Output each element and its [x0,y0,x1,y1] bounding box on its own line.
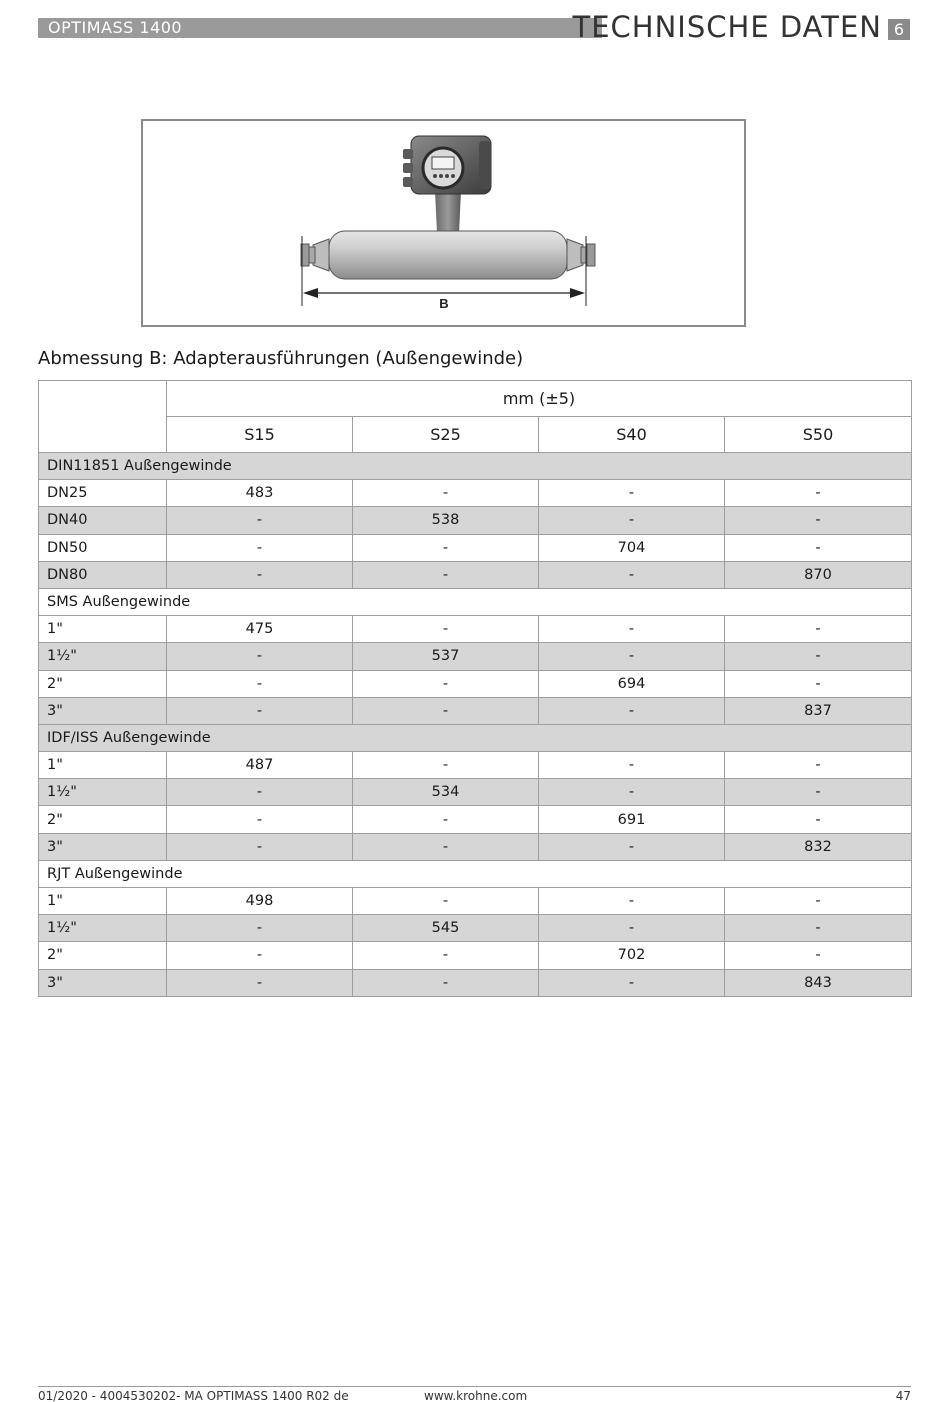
arrow-left-icon [303,288,318,298]
table-row [39,806,912,833]
dimension-value: - [539,697,725,724]
dimension-value: 843 [725,969,912,996]
dimension-value: - [353,806,539,833]
dimension-value: 702 [539,942,725,969]
footer-document-reference: 01/2020 - 4004530202- MA OPTIMASS 1400 R02 de [38,1389,349,1402]
header-section-title: TECHNISCHE DATEN [572,10,882,44]
right-adapter [587,244,595,266]
dimension-value: 691 [539,806,725,833]
dimension-value: - [725,888,912,915]
cable-gland-icon [403,177,413,187]
connection-size: DN40 [39,507,167,534]
dimension-value: - [725,942,912,969]
connection-size: 3" [39,833,167,860]
dimension-value: 832 [725,833,912,860]
size-header: S15 [167,417,353,453]
dimension-value: - [725,534,912,561]
dimension-value: - [539,888,725,915]
table-row [39,697,912,724]
table-caption: Abmessung B: Adapterausführungen (Außengewinde) [38,348,524,369]
connection-size: 1½" [39,779,167,806]
dimension-value: - [539,915,725,942]
dimension-value: - [167,779,353,806]
dimension-table [38,380,912,997]
dimension-value: - [167,697,353,724]
dimension-value: - [353,969,539,996]
size-header: S25 [353,417,539,453]
dimension-value: - [539,561,725,588]
table-row [39,752,912,779]
dimension-value: - [353,833,539,860]
table-row [39,942,912,969]
table-row [39,915,912,942]
dimension-value: - [353,942,539,969]
dimension-value: 475 [167,616,353,643]
dimension-value: 534 [353,779,539,806]
size-header: S50 [725,417,912,453]
dimension-value: - [353,616,539,643]
dimension-value: - [167,534,353,561]
table-body [39,453,912,997]
size-header: S40 [539,417,725,453]
group-header-row [39,860,912,887]
dimension-label: B [439,296,449,311]
flowmeter-drawing [143,121,744,325]
cable-gland-icon [403,149,413,159]
connection-size: 2" [39,806,167,833]
dimension-value: - [539,779,725,806]
footer-divider [38,1386,911,1387]
connection-size: 1" [39,888,167,915]
dimension-value: - [167,833,353,860]
dimension-value: 538 [353,507,539,534]
table-row [39,670,912,697]
dimension-value: - [725,616,912,643]
dimension-value: - [725,779,912,806]
dimension-value: - [353,670,539,697]
table-row [39,534,912,561]
connection-size: DN80 [39,561,167,588]
dimension-value: - [167,915,353,942]
dimension-value: 487 [167,752,353,779]
connection-size: DN25 [39,480,167,507]
dimension-value: - [725,643,912,670]
dimension-value: - [353,561,539,588]
connection-size: DN50 [39,534,167,561]
chapter-badge: 6 [888,19,910,40]
dimension-value: - [167,643,353,670]
dimension-value: - [353,534,539,561]
neck [435,191,461,233]
table-row [39,507,912,534]
table-row [39,969,912,996]
dimension-value: - [539,752,725,779]
dimension-value: 537 [353,643,539,670]
dimension-value: - [725,507,912,534]
dimension-value: - [353,752,539,779]
dimension-value: - [725,915,912,942]
connection-size: 1½" [39,643,167,670]
dimension-value: - [353,888,539,915]
group-title: RJT Außengewinde [39,860,912,887]
group-title: DIN11851 Außengewinde [39,453,912,480]
dimension-value: - [353,480,539,507]
unit-header: mm (±5) [167,381,912,417]
table-corner-cell [39,381,167,453]
dimension-value: - [725,806,912,833]
dimension-value: 870 [725,561,912,588]
dimension-value: - [539,616,725,643]
footer-website: www.krohne.com [424,1389,528,1402]
connection-size: 2" [39,670,167,697]
dimension-value: 694 [539,670,725,697]
dimension-value: - [167,561,353,588]
table-row [39,833,912,860]
dimension-value: - [539,480,725,507]
connection-size: 3" [39,697,167,724]
dimension-value: - [167,806,353,833]
connection-size: 2" [39,942,167,969]
lcd-display [432,157,454,169]
table-row [39,480,912,507]
dimension-value: - [539,643,725,670]
arrow-right-icon [570,288,585,298]
dimension-value: 837 [725,697,912,724]
cable-gland-icon [403,163,413,173]
dimension-value: - [539,969,725,996]
dimension-value: 545 [353,915,539,942]
dimension-value: - [353,697,539,724]
dimension-value: - [725,752,912,779]
group-title: IDF/ISS Außengewinde [39,724,912,751]
table-row [39,643,912,670]
dimension-value: - [167,507,353,534]
table-row [39,561,912,588]
connection-size: 3" [39,969,167,996]
page-number: 47 [895,1389,911,1402]
dimension-value: - [725,670,912,697]
dimension-value: - [539,833,725,860]
dimension-value: - [167,942,353,969]
group-header-row [39,724,912,751]
group-title: SMS Außengewinde [39,588,912,615]
connection-size: 1" [39,616,167,643]
group-header-row [39,588,912,615]
table-row [39,616,912,643]
dimension-value: - [539,507,725,534]
dimension-value: 704 [539,534,725,561]
flowmeter-figure [141,119,746,327]
header-product-name: OPTIMASS 1400 [48,18,183,37]
connection-size: 1½" [39,915,167,942]
dimension-value: - [167,670,353,697]
dimension-value: - [167,969,353,996]
group-header-row [39,453,912,480]
dimension-value: 483 [167,480,353,507]
connection-size: 1" [39,752,167,779]
measuring-tube [329,231,567,279]
dimension-value: 498 [167,888,353,915]
dimension-value: - [725,480,912,507]
table-row [39,888,912,915]
table-row [39,779,912,806]
